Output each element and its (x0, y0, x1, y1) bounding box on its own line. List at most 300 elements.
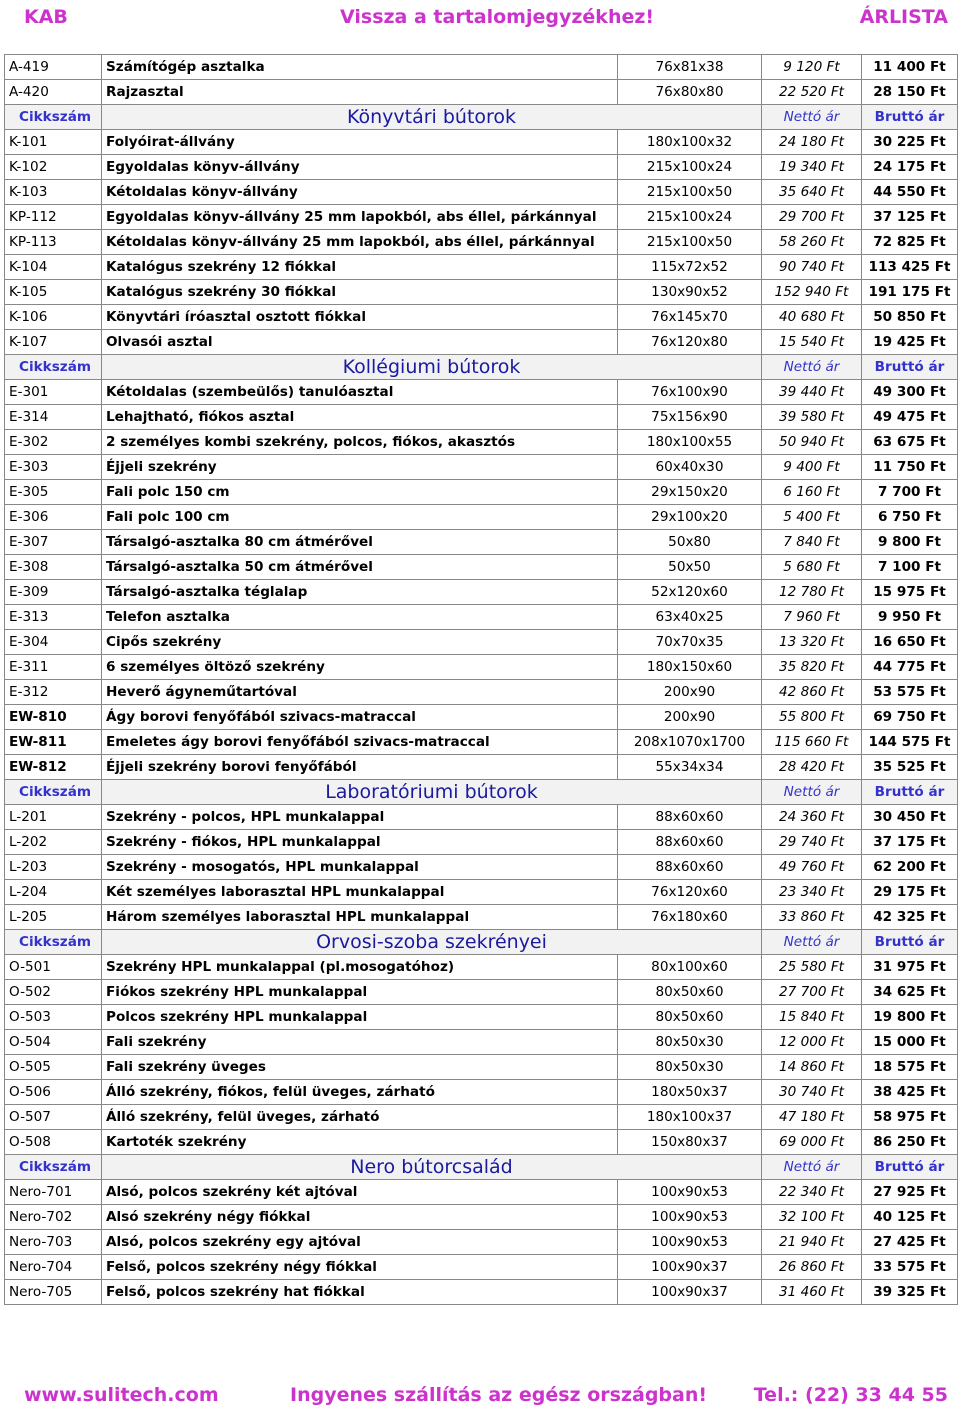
table-row (5, 1055, 958, 1080)
item-name: Fiókos szekrény HPL munkalappal (102, 980, 618, 1005)
item-gross-price: 69 750 Ft (862, 705, 958, 730)
item-net-price: 30 740 Ft (762, 1080, 862, 1105)
item-dimensions: 100x90x53 (618, 1180, 762, 1205)
item-code: E-312 (5, 680, 102, 705)
item-code: EW-811 (5, 730, 102, 755)
item-code: E-304 (5, 630, 102, 655)
table-row (5, 980, 958, 1005)
category-code-header: Cikkszám (5, 780, 102, 805)
item-dimensions: 88x60x60 (618, 805, 762, 830)
category-title: Könyvtári bútorok (102, 105, 762, 130)
table-row (5, 580, 958, 605)
item-name: Fali szekrény üveges (102, 1055, 618, 1080)
item-dimensions: 80x50x30 (618, 1055, 762, 1080)
item-net-price: 13 320 Ft (762, 630, 862, 655)
item-net-price: 12 000 Ft (762, 1030, 862, 1055)
table-row (5, 680, 958, 705)
item-name: Cipős szekrény (102, 630, 618, 655)
category-code-header: Cikkszám (5, 105, 102, 130)
item-dimensions: 100x90x37 (618, 1255, 762, 1280)
item-net-price: 25 580 Ft (762, 955, 862, 980)
item-code: EW-812 (5, 755, 102, 780)
item-name: Éjjeli szekrény (102, 455, 618, 480)
category-header-row (5, 780, 958, 805)
item-gross-price: 31 975 Ft (862, 955, 958, 980)
back-to-contents-link[interactable]: Vissza a tartalomjegyzékhez! (340, 6, 655, 28)
table-row (5, 1105, 958, 1130)
item-name: Egyoldalas könyv-állvány 25 mm lapokból, abs éllel, párkánnyal (102, 205, 618, 230)
item-dimensions: 52x120x60 (618, 580, 762, 605)
category-header-row (5, 105, 958, 130)
item-name: Szekrény HPL munkalappal (pl.mosogatóhoz) (102, 955, 618, 980)
table-row (5, 805, 958, 830)
item-net-price: 15 540 Ft (762, 330, 862, 355)
item-dimensions: 100x90x37 (618, 1280, 762, 1305)
item-code: O-505 (5, 1055, 102, 1080)
item-code: Nero-702 (5, 1205, 102, 1230)
item-net-price: 29 740 Ft (762, 830, 862, 855)
item-name: Ágy borovi fenyőfából szivacs-matraccal (102, 705, 618, 730)
gross-price-header: Bruttó ár (862, 1155, 958, 1180)
item-net-price: 39 580 Ft (762, 405, 862, 430)
item-net-price: 9 400 Ft (762, 455, 862, 480)
item-code: A-420 (5, 80, 102, 105)
net-price-header: Nettó ár (762, 1155, 862, 1180)
item-dimensions: 180x100x55 (618, 430, 762, 455)
item-code: K-104 (5, 255, 102, 280)
item-gross-price: 9 950 Ft (862, 605, 958, 630)
category-code-header: Cikkszám (5, 355, 102, 380)
table-row (5, 1255, 958, 1280)
item-net-price: 27 700 Ft (762, 980, 862, 1005)
item-net-price: 24 180 Ft (762, 130, 862, 155)
table-row (5, 305, 958, 330)
item-dimensions: 29x150x20 (618, 480, 762, 505)
item-code: L-203 (5, 855, 102, 880)
table-row (5, 180, 958, 205)
item-name: Alsó szekrény négy fiókkal (102, 1205, 618, 1230)
item-net-price: 29 700 Ft (762, 205, 862, 230)
item-net-price: 35 820 Ft (762, 655, 862, 680)
table-row (5, 330, 958, 355)
table-row (5, 830, 958, 855)
table-row (5, 1180, 958, 1205)
item-code: K-106 (5, 305, 102, 330)
table-row (5, 80, 958, 105)
item-net-price: 40 680 Ft (762, 305, 862, 330)
item-code: K-103 (5, 180, 102, 205)
item-code: Nero-701 (5, 1180, 102, 1205)
item-net-price: 22 520 Ft (762, 80, 862, 105)
item-name: Számítógép asztalka (102, 55, 618, 80)
table-row (5, 880, 958, 905)
item-net-price: 26 860 Ft (762, 1255, 862, 1280)
item-net-price: 22 340 Ft (762, 1180, 862, 1205)
table-row (5, 855, 958, 880)
category-title: Laboratóriumi bútorok (102, 780, 762, 805)
item-dimensions: 60x40x30 (618, 455, 762, 480)
item-dimensions: 80x100x60 (618, 955, 762, 980)
table-row (5, 730, 958, 755)
item-dimensions: 75x156x90 (618, 405, 762, 430)
table-row (5, 430, 958, 455)
category-header-row (5, 930, 958, 955)
item-net-price: 5 680 Ft (762, 555, 862, 580)
price-table (4, 54, 958, 1305)
item-gross-price: 28 150 Ft (862, 80, 958, 105)
item-gross-price: 113 425 Ft (862, 255, 958, 280)
item-name: Kartoték szekrény (102, 1130, 618, 1155)
item-net-price: 6 160 Ft (762, 480, 862, 505)
item-code: K-101 (5, 130, 102, 155)
item-net-price: 23 340 Ft (762, 880, 862, 905)
item-name: Lehajtható, fiókos asztal (102, 405, 618, 430)
table-row (5, 630, 958, 655)
item-name: Könyvtári íróasztal osztott fiókkal (102, 305, 618, 330)
item-dimensions: 76x120x60 (618, 880, 762, 905)
item-name: Felső, polcos szekrény hat fiókkal (102, 1280, 618, 1305)
gross-price-header: Bruttó ár (862, 355, 958, 380)
item-dimensions: 180x100x37 (618, 1105, 762, 1130)
item-code: O-506 (5, 1080, 102, 1105)
item-dimensions: 76x180x60 (618, 905, 762, 930)
item-code: O-502 (5, 980, 102, 1005)
item-name: Folyóirat-állvány (102, 130, 618, 155)
item-name: Katalógus szekrény 30 fiókkal (102, 280, 618, 305)
item-code: K-105 (5, 280, 102, 305)
item-dimensions: 215x100x50 (618, 180, 762, 205)
item-gross-price: 19 800 Ft (862, 1005, 958, 1030)
item-name: 6 személyes öltöző szekrény (102, 655, 618, 680)
table-row (5, 555, 958, 580)
item-dimensions: 88x60x60 (618, 830, 762, 855)
item-code: E-303 (5, 455, 102, 480)
item-net-price: 19 340 Ft (762, 155, 862, 180)
item-dimensions: 88x60x60 (618, 855, 762, 880)
table-row (5, 1230, 958, 1255)
item-gross-price: 44 775 Ft (862, 655, 958, 680)
table-row (5, 1080, 958, 1105)
item-code: K-102 (5, 155, 102, 180)
item-gross-price: 34 625 Ft (862, 980, 958, 1005)
item-code: O-501 (5, 955, 102, 980)
item-code: E-309 (5, 580, 102, 605)
item-dimensions: 200x90 (618, 680, 762, 705)
item-net-price: 12 780 Ft (762, 580, 862, 605)
kab-link[interactable]: KAB (24, 6, 68, 28)
table-row (5, 1005, 958, 1030)
item-code: E-306 (5, 505, 102, 530)
item-gross-price: 18 575 Ft (862, 1055, 958, 1080)
item-gross-price: 38 425 Ft (862, 1080, 958, 1105)
item-dimensions: 215x100x50 (618, 230, 762, 255)
item-gross-price: 30 450 Ft (862, 805, 958, 830)
item-gross-price: 144 575 Ft (862, 730, 958, 755)
item-net-price: 55 800 Ft (762, 705, 862, 730)
item-dimensions: 50x80 (618, 530, 762, 555)
table-row (5, 480, 958, 505)
item-name: Kétoldalas könyv-állvány 25 mm lapokból, abs éllel, párkánnyal (102, 230, 618, 255)
item-code: EW-810 (5, 705, 102, 730)
item-gross-price: 27 925 Ft (862, 1180, 958, 1205)
table-row (5, 1280, 958, 1305)
category-header-row (5, 355, 958, 380)
item-name: Társalgó-asztalka téglalap (102, 580, 618, 605)
item-name: Két személyes laborasztal HPL munkalappal (102, 880, 618, 905)
item-net-price: 24 360 Ft (762, 805, 862, 830)
item-dimensions: 200x90 (618, 705, 762, 730)
item-gross-price: 86 250 Ft (862, 1130, 958, 1155)
item-gross-price: 11 750 Ft (862, 455, 958, 480)
item-net-price: 33 860 Ft (762, 905, 862, 930)
item-code: E-313 (5, 605, 102, 630)
category-code-header: Cikkszám (5, 1155, 102, 1180)
item-dimensions: 180x50x37 (618, 1080, 762, 1105)
net-price-header: Nettó ár (762, 930, 862, 955)
item-net-price: 31 460 Ft (762, 1280, 862, 1305)
item-gross-price: 53 575 Ft (862, 680, 958, 705)
item-dimensions: 180x100x32 (618, 130, 762, 155)
item-code: O-508 (5, 1130, 102, 1155)
item-net-price: 39 440 Ft (762, 380, 862, 405)
item-gross-price: 9 800 Ft (862, 530, 958, 555)
table-row (5, 280, 958, 305)
gross-price-header: Bruttó ár (862, 930, 958, 955)
item-gross-price: 33 575 Ft (862, 1255, 958, 1280)
item-gross-price: 7 100 Ft (862, 555, 958, 580)
item-name: Polcos szekrény HPL munkalappal (102, 1005, 618, 1030)
item-gross-price: 58 975 Ft (862, 1105, 958, 1130)
item-code: E-305 (5, 480, 102, 505)
item-gross-price: 37 175 Ft (862, 830, 958, 855)
item-dimensions: 115x72x52 (618, 255, 762, 280)
table-row (5, 705, 958, 730)
table-row (5, 455, 958, 480)
item-net-price: 115 660 Ft (762, 730, 862, 755)
item-gross-price: 15 975 Ft (862, 580, 958, 605)
item-code: E-302 (5, 430, 102, 455)
item-dimensions: 55x34x34 (618, 755, 762, 780)
item-gross-price: 30 225 Ft (862, 130, 958, 155)
item-net-price: 152 940 Ft (762, 280, 862, 305)
item-dimensions: 80x50x60 (618, 1005, 762, 1030)
item-gross-price: 29 175 Ft (862, 880, 958, 905)
item-name: Szekrény - mosogatós, HPL munkalappal (102, 855, 618, 880)
item-code: E-301 (5, 380, 102, 405)
item-gross-price: 39 325 Ft (862, 1280, 958, 1305)
item-dimensions: 100x90x53 (618, 1205, 762, 1230)
item-name: Éjjeli szekrény borovi fenyőfából (102, 755, 618, 780)
item-gross-price: 35 525 Ft (862, 755, 958, 780)
item-name: Felső, polcos szekrény négy fiókkal (102, 1255, 618, 1280)
item-name: Alsó, polcos szekrény két ajtóval (102, 1180, 618, 1205)
table-row (5, 955, 958, 980)
item-code: L-201 (5, 805, 102, 830)
item-net-price: 42 860 Ft (762, 680, 862, 705)
item-name: Emeletes ágy borovi fenyőfából szivacs-matraccal (102, 730, 618, 755)
table-row (5, 1030, 958, 1055)
price-list-link[interactable]: ÁRLISTA (859, 6, 948, 28)
item-dimensions: 130x90x52 (618, 280, 762, 305)
net-price-header: Nettó ár (762, 105, 862, 130)
item-name: Telefon asztalka (102, 605, 618, 630)
table-row (5, 155, 958, 180)
table-row (5, 130, 958, 155)
category-title: Orvosi-szoba szekrényei (102, 930, 762, 955)
table-row (5, 205, 958, 230)
item-gross-price: 15 000 Ft (862, 1030, 958, 1055)
item-name: Szekrény - fiókos, HPL munkalappal (102, 830, 618, 855)
item-name: Alsó, polcos szekrény egy ajtóval (102, 1230, 618, 1255)
item-net-price: 28 420 Ft (762, 755, 862, 780)
item-name: Álló szekrény, fiókos, felül üveges, zárható (102, 1080, 618, 1105)
item-gross-price: 19 425 Ft (862, 330, 958, 355)
item-net-price: 15 840 Ft (762, 1005, 862, 1030)
item-name: Fali polc 100 cm (102, 505, 618, 530)
table-row (5, 505, 958, 530)
item-net-price: 69 000 Ft (762, 1130, 862, 1155)
table-row (5, 530, 958, 555)
top-nav (0, 0, 960, 38)
item-net-price: 14 860 Ft (762, 1055, 862, 1080)
item-name: Társalgó-asztalka 80 cm átmérővel (102, 530, 618, 555)
item-code: O-503 (5, 1005, 102, 1030)
item-name: Kétoldalas (szembeülős) tanulóasztal (102, 380, 618, 405)
phone-text: Tel.: (22) 33 44 55 (753, 1384, 948, 1406)
item-gross-price: 7 700 Ft (862, 480, 958, 505)
item-gross-price: 42 325 Ft (862, 905, 958, 930)
category-code-header: Cikkszám (5, 930, 102, 955)
item-net-price: 58 260 Ft (762, 230, 862, 255)
item-dimensions: 80x50x30 (618, 1030, 762, 1055)
table-row (5, 380, 958, 405)
item-gross-price: 44 550 Ft (862, 180, 958, 205)
item-dimensions: 100x90x53 (618, 1230, 762, 1255)
item-net-price: 9 120 Ft (762, 55, 862, 80)
item-dimensions: 76x80x80 (618, 80, 762, 105)
item-name: Heverő ágyneműtartóval (102, 680, 618, 705)
gross-price-header: Bruttó ár (862, 105, 958, 130)
item-name: Fali polc 150 cm (102, 480, 618, 505)
item-code: KP-113 (5, 230, 102, 255)
item-gross-price: 63 675 Ft (862, 430, 958, 455)
item-code: L-204 (5, 880, 102, 905)
item-dimensions: 76x120x80 (618, 330, 762, 355)
item-dimensions: 215x100x24 (618, 155, 762, 180)
category-title: Kollégiumi bútorok (102, 355, 762, 380)
item-dimensions: 150x80x37 (618, 1130, 762, 1155)
item-code: Nero-705 (5, 1280, 102, 1305)
item-gross-price: 11 400 Ft (862, 55, 958, 80)
item-name: Olvasói asztal (102, 330, 618, 355)
item-dimensions: 208x1070x1700 (618, 730, 762, 755)
item-gross-price: 40 125 Ft (862, 1205, 958, 1230)
item-name: Katalógus szekrény 12 fiókkal (102, 255, 618, 280)
item-gross-price: 62 200 Ft (862, 855, 958, 880)
item-gross-price: 72 825 Ft (862, 230, 958, 255)
item-net-price: 7 960 Ft (762, 605, 862, 630)
website-text: www.sulitech.com (24, 1384, 219, 1406)
item-dimensions: 50x50 (618, 555, 762, 580)
item-net-price: 5 400 Ft (762, 505, 862, 530)
footer (0, 1380, 960, 1410)
table-row (5, 230, 958, 255)
item-name: Társalgó-asztalka 50 cm átmérővel (102, 555, 618, 580)
gross-price-header: Bruttó ár (862, 780, 958, 805)
item-gross-price: 6 750 Ft (862, 505, 958, 530)
item-code: E-311 (5, 655, 102, 680)
table-row (5, 755, 958, 780)
item-gross-price: 24 175 Ft (862, 155, 958, 180)
table-row (5, 255, 958, 280)
item-net-price: 50 940 Ft (762, 430, 862, 455)
item-name: Szekrény - polcos, HPL munkalappal (102, 805, 618, 830)
item-net-price: 7 840 Ft (762, 530, 862, 555)
item-code: L-205 (5, 905, 102, 930)
item-dimensions: 76x145x70 (618, 305, 762, 330)
table-row (5, 905, 958, 930)
item-code: O-504 (5, 1030, 102, 1055)
item-code: KP-112 (5, 205, 102, 230)
item-dimensions: 180x150x60 (618, 655, 762, 680)
item-net-price: 49 760 Ft (762, 855, 862, 880)
item-gross-price: 16 650 Ft (862, 630, 958, 655)
item-code: K-107 (5, 330, 102, 355)
category-header-row (5, 1155, 958, 1180)
item-code: E-308 (5, 555, 102, 580)
item-name: Rajzasztal (102, 80, 618, 105)
item-name: Kétoldalas könyv-állvány (102, 180, 618, 205)
item-code: A-419 (5, 55, 102, 80)
item-net-price: 32 100 Ft (762, 1205, 862, 1230)
item-name: 2 személyes kombi szekrény, polcos, fiókos, akasztós (102, 430, 618, 455)
item-net-price: 90 740 Ft (762, 255, 862, 280)
item-dimensions: 29x100x20 (618, 505, 762, 530)
table-row (5, 655, 958, 680)
table-row (5, 1130, 958, 1155)
item-dimensions: 215x100x24 (618, 205, 762, 230)
item-dimensions: 76x81x38 (618, 55, 762, 80)
free-shipping-text: Ingyenes szállítás az egész országban! (290, 1384, 708, 1406)
item-gross-price: 37 125 Ft (862, 205, 958, 230)
item-gross-price: 191 175 Ft (862, 280, 958, 305)
item-gross-price: 49 475 Ft (862, 405, 958, 430)
item-gross-price: 50 850 Ft (862, 305, 958, 330)
item-net-price: 35 640 Ft (762, 180, 862, 205)
item-dimensions: 80x50x60 (618, 980, 762, 1005)
table-row (5, 1205, 958, 1230)
item-name: Fali szekrény (102, 1030, 618, 1055)
item-code: L-202 (5, 830, 102, 855)
item-gross-price: 49 300 Ft (862, 380, 958, 405)
category-title: Nero bútorcsalád (102, 1155, 762, 1180)
item-net-price: 47 180 Ft (762, 1105, 862, 1130)
table-row (5, 605, 958, 630)
item-code: Nero-703 (5, 1230, 102, 1255)
net-price-header: Nettó ár (762, 355, 862, 380)
net-price-header: Nettó ár (762, 780, 862, 805)
item-gross-price: 27 425 Ft (862, 1230, 958, 1255)
item-code: E-307 (5, 530, 102, 555)
table-row (5, 405, 958, 430)
item-dimensions: 76x100x90 (618, 380, 762, 405)
item-name: Álló szekrény, felül üveges, zárható (102, 1105, 618, 1130)
item-net-price: 21 940 Ft (762, 1230, 862, 1255)
item-dimensions: 63x40x25 (618, 605, 762, 630)
item-code: O-507 (5, 1105, 102, 1130)
table-row (5, 55, 958, 80)
item-name: Egyoldalas könyv-állvány (102, 155, 618, 180)
